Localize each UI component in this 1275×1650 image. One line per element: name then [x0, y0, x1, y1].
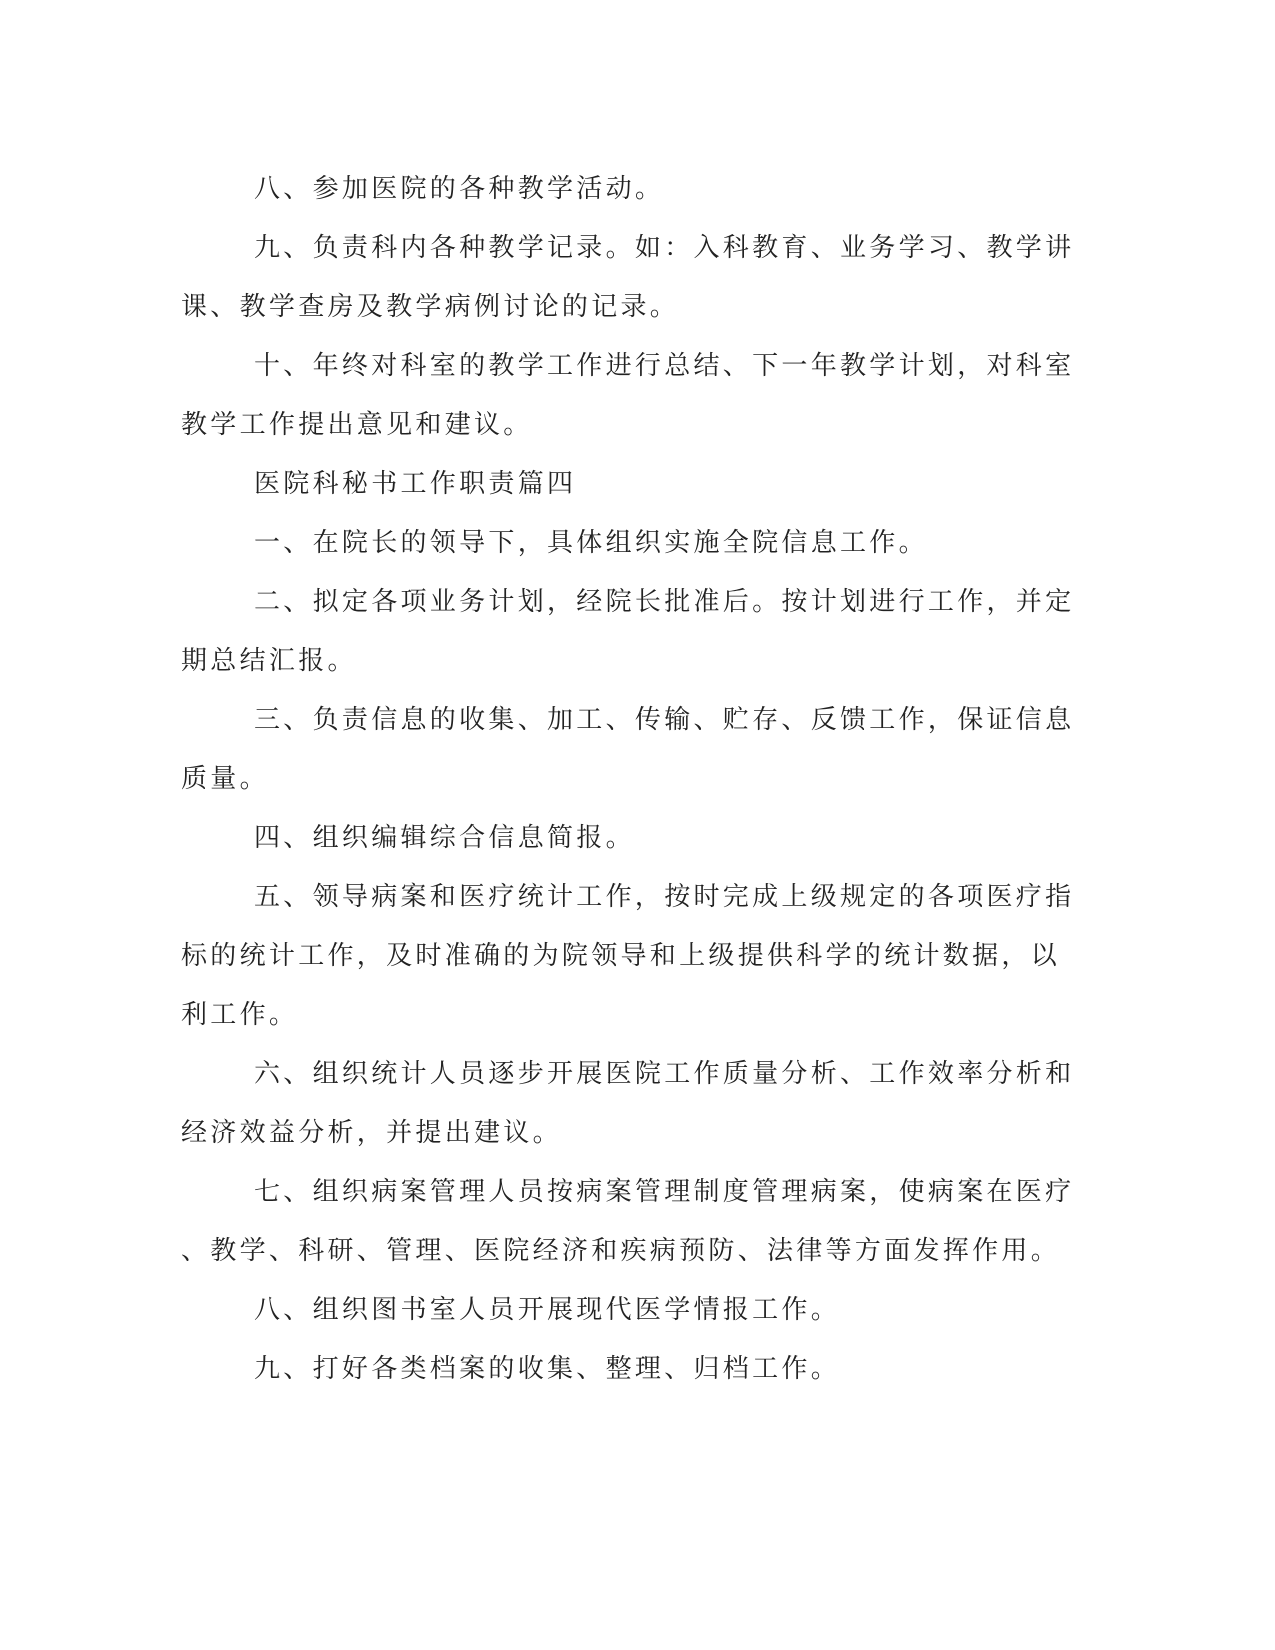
paragraph-line: 四、组织编辑综合信息简报。 — [254, 823, 635, 853]
paragraph-line: 利工作。 — [181, 1000, 299, 1030]
paragraph-line: 九、打好各类档案的收集、整理、归档工作。 — [254, 1354, 841, 1384]
paragraph-line: 期总结汇报。 — [181, 646, 357, 676]
paragraph-line: 九、负责科内各种教学记录。如：入科教育、业务学习、教学讲 — [254, 233, 1075, 263]
paragraph-line: 八、参加医院的各种教学活动。 — [254, 174, 665, 204]
paragraph-line: 经济效益分析，并提出建议。 — [181, 1118, 562, 1148]
paragraph-line: 七、组织病案管理人员按病案管理制度管理病案，使病案在医疗 — [254, 1177, 1075, 1207]
paragraph-line: 一、在院长的领导下，具体组织实施全院信息工作。 — [254, 528, 928, 558]
paragraph-line: 三、负责信息的收集、加工、传输、贮存、反馈工作，保证信息 — [254, 705, 1075, 735]
paragraph-line: 五、领导病案和医疗统计工作，按时完成上级规定的各项医疗指 — [254, 882, 1075, 912]
paragraph-line: 六、组织统计人员逐步开展医院工作质量分析、工作效率分析和 — [254, 1059, 1075, 1089]
paragraph-line: 课、教学查房及教学病例讨论的记录。 — [181, 292, 680, 322]
section-heading: 医院科秘书工作职责篇四 — [254, 469, 577, 499]
paragraph-line: 二、拟定各项业务计划，经院长批准后。按计划进行工作，并定 — [254, 587, 1075, 617]
paragraph-line: 质量。 — [181, 764, 269, 794]
paragraph-line: 八、组织图书室人员开展现代医学情报工作。 — [254, 1295, 841, 1325]
paragraph-line: 、教学、科研、管理、医院经济和疾病预防、法律等方面发挥作用。 — [181, 1236, 1061, 1266]
paragraph-line: 标的统计工作，及时准确的为院领导和上级提供科学的统计数据，以 — [181, 941, 1061, 971]
paragraph-line: 十、年终对科室的教学工作进行总结、下一年教学计划，对科室 — [254, 351, 1075, 381]
document-body — [181, 160, 1075, 1399]
paragraph-line: 教学工作提出意见和建议。 — [181, 410, 533, 440]
